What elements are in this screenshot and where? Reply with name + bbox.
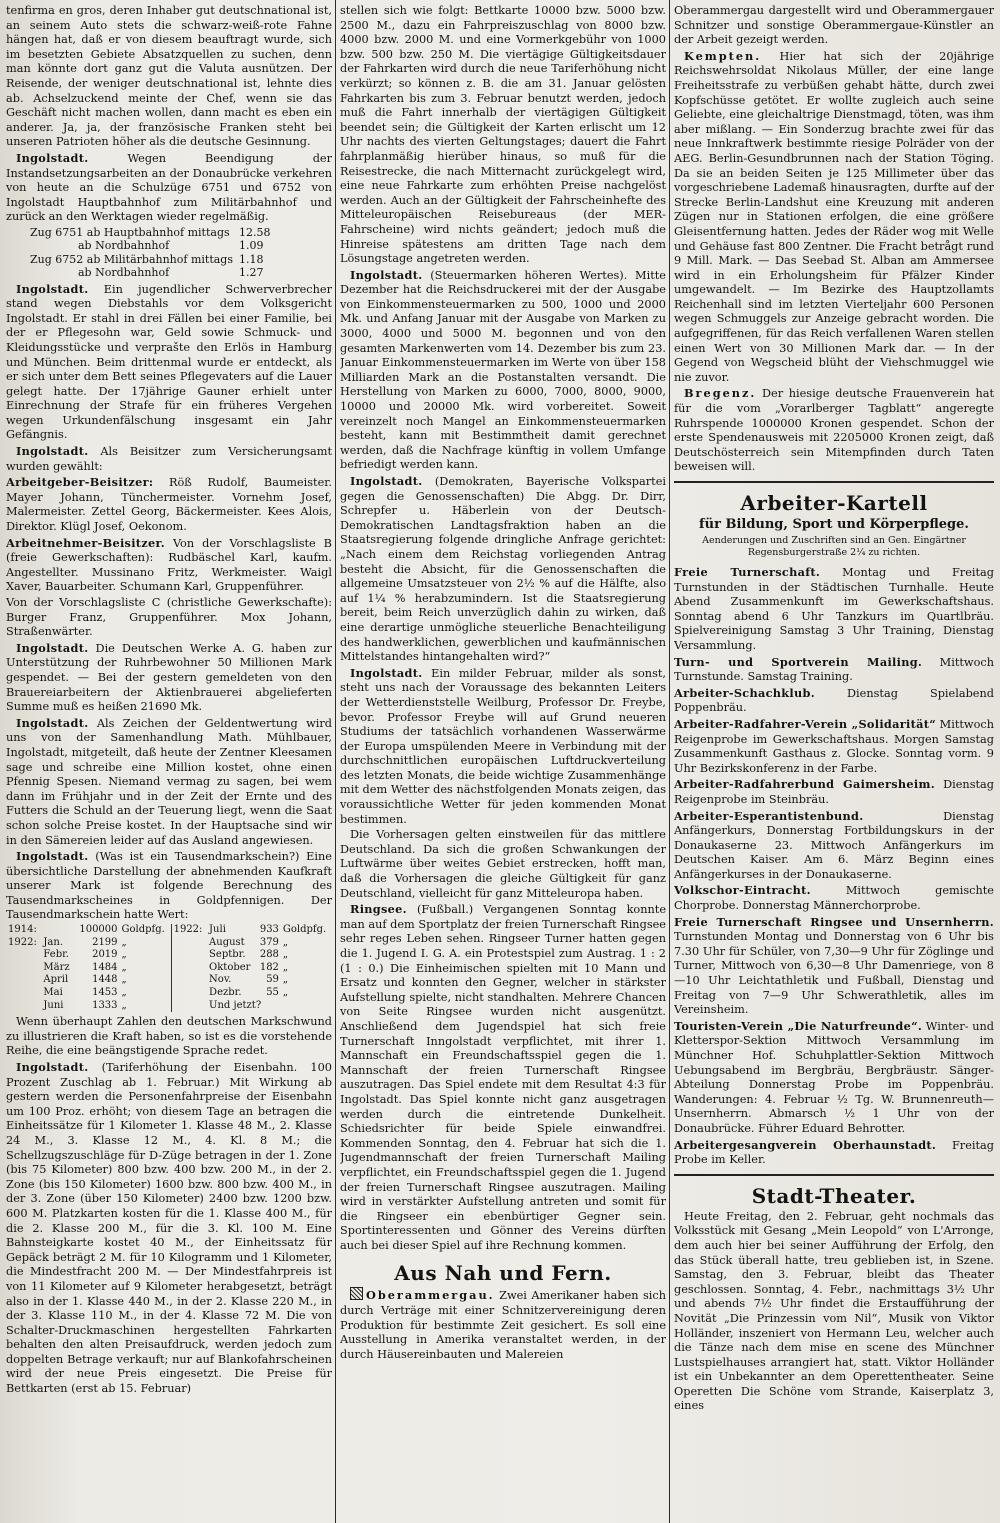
schedule-time: 1.18	[238, 252, 264, 266]
list-arbeitnehmer	[6, 536, 332, 595]
article-schwerverbrecher	[6, 282, 332, 444]
dateline: Ingolstadt.	[16, 715, 89, 730]
club-notice	[674, 1138, 994, 1168]
article-body: Hier hat sich der 20jährige Reichswehrsoldat Nikolaus Müller, der eine lange Freiheitsstrafe zu verbüßen gehabt hätte, durch zwei Kopfschüsse getötet. Er wollte zugleich auch seine Geliebte, eine gleichaltrige Dienstmagd, töten, was ihm aber mißlang. — Ein Sonderzug brachte zwei für das neue Innkraftwerk bestimmte riesige Polräder von der AEG. Berlin-Gesundbrunnen nach der Station Töging. Da sie an beiden Seiten je 125 Millimeter über das vorgeschriebene Lademaß hinausragten, durfte auf der Strecke Berlin-Landshut eine Kreuzung mit anderen Zügen nur in Stationen erfolgen, die eine größere Gleisentfernung hatten. Jedes der Räder wog mit Welle und Gehäuse fast 800 Zentner. Die Fracht betrågt rund 9 Mill. Mark. — Das Seebad St. Alban am Ammersee wird in ein Erholungsheim für Pfälzer Kinder umgewandelt. — Im Bezirke des Hauptzollamts Reichenhall sind im letzten Vierteljahr 600 Personen wegen Schmuggels zur Anzeige gebracht worden. Die aufgegriffenen, für das Reich verfallenen Waren stellen einen Wert von 30 Millionen Mark dar. — In der Gegend von Wegscheid blüht der Viehschmuggel wie nie zuvor.	[674, 49, 994, 384]
dateline: Bregenz.	[684, 386, 757, 401]
club-name: Volkschor-Eintracht.	[674, 883, 811, 898]
club-text: Mittwoch Turnstunde. Samstag Training.	[674, 655, 994, 684]
table-cell: 100000	[79, 924, 118, 936]
table-cell: „	[282, 961, 289, 973]
table-cell: Nov.	[209, 974, 232, 986]
club-text: Winter- und Kletterspor-Sektion Mittwoch Versammlung im Münchner Hof. Schuhplattler-Sektion Mittwoch Uebungsabend im Bergbräu, Bergbräustr. Sänger-Abteilung Donnerstag Probe im Poppenbräu. Wanderungen: 4. Februar ½ Tg. W. Brunnenreuth—Unsernherrn. Abmarsch ½ 1 Uhr von der Donaubrücke. Führer Eduard Behrotter.	[674, 1019, 994, 1135]
schedule-row	[30, 226, 276, 239]
article-body: Ein milder Februar, milder als sonst, steht uns nach der Voraussage des bekannten Leiters der Wetterdienststelle Weilburg, Professor Dr. Freybe, bevor. Professor Freybe will auf Grund neueren Studiums der tatsächlich vorhandenen Wasserwärme der Europa umspülenden Meere in Verbindung mit der durchschnittlichen europäischen Luftdruckverteilung des letzten Monats, die beide wichtige Zusammenhänge mit dem Wetter des nächstfolgenden Monats zeigen, das voraussichtliche Wetter für jeden kommenden Monat bestimmen.	[340, 666, 666, 826]
article-bregenz	[674, 386, 994, 475]
schedule-label: ab Nordbahnhof	[78, 266, 170, 280]
article-theater: Heute Freitag, den 2. Februar, geht nochmals das Volksstück mit Gesang „Mein Leopold“ von L'Arronge, dem auch hier bei seiner Aufführung der Erfolg, den das Stück überall hatte, treu geblieben ist, in Szene. Samstag, den 3. Februar, bleibt das Theater geschlossen. Sonntag, 4. Febr., nachmittags 3½ Uhr und abends 7½ Uhr findet die Erstaufführung der Novität „Die Prinzessin vom Nil“, Musik von Viktor Holländer, inszeniert von Hermann Leu, welcher auch die Tänze nach dem mise en scene des Münchner Lustspielhauses arrangiert hat, statt. Viktor Holländer ist ein Unbekannter an dem Operettentheater. Seine Operetten Die Schöne vom Strande, Kaiserplatz 3, eines	[674, 1209, 994, 1413]
article-body: (Was ist ein Tausendmarkschein?) Eine übersichtliche Darstellung der abnehmenden Kaufkraft unserer Mark ist folgende Berechnung des Tausendmarkscheines in Goldpfennigen. Der Tausendmarkschein hatte Wert:	[6, 850, 332, 922]
article-text: Die Vorhersagen gelten einstweilen für das mittlere Deutschland. Da sich die großen Schwankungen der Luftwärme über weites Gebiet erstrecken, hofft man, daß die Vorhersagen die gleiche Gültigkeit für ganz Deutschland, vielleicht für ganz Mitteleuropa haben.	[340, 828, 666, 900]
club-notice	[674, 809, 994, 883]
table-cell: „	[120, 937, 172, 950]
dateline: Ringsee.	[350, 902, 407, 917]
club-notice	[674, 915, 994, 1018]
column-1	[6, 4, 332, 1523]
article-geldentwertung	[6, 716, 332, 848]
table-cell: „	[120, 949, 172, 962]
article-body: Wegen Beendigung der Instandsetzungsarbeiten an der Donaubrücke verkehren von heute an die Schulzüge 6751 und 6752 von Ingolstadt Hauptbahnhof zum Militärbahnhof und zurück an den Werktagen wieder regelmäßig.	[6, 151, 332, 224]
club-name: Arbeiter-Radfahrer-Verein „Solidarität“	[674, 716, 937, 731]
schedule-row	[30, 253, 276, 266]
article-versicherungsamt	[6, 444, 332, 474]
section-divider	[674, 481, 994, 483]
kartell-headline: Arbeiter-Kartell	[740, 491, 928, 515]
table-cell: 1914:	[8, 924, 37, 936]
table-cell	[171, 937, 207, 950]
table-cell: „	[282, 974, 289, 986]
club-name: Freie Turnerschaft Ringsee und Unsernherrn.	[674, 914, 994, 929]
table-cell: April	[43, 974, 69, 986]
table-cell: 1448	[92, 974, 118, 986]
table-cell	[6, 987, 41, 1000]
table-cell: 59	[266, 974, 279, 986]
club-notice	[674, 883, 994, 913]
table-row	[6, 962, 332, 975]
club-notice	[674, 1019, 994, 1137]
table-row	[6, 924, 332, 937]
dateline: Ingolstadt.	[16, 640, 89, 655]
list-christlich: Von der Vorschlagsliste C (christliche Gewerkschafte): Burger Franz, Gruppenführer. Mox Johann, Straßenwärter.	[6, 596, 332, 639]
train-schedule	[30, 226, 276, 280]
club-name: Freie Turnerschaft.	[674, 565, 821, 579]
article-kempten	[674, 49, 994, 386]
table-cell: 933	[259, 924, 279, 936]
table-cell: Goldpfg.	[120, 924, 172, 937]
dateline: Ingolstadt.	[16, 849, 89, 864]
club-notice	[674, 686, 994, 716]
club-text: Dienstag Reigenprobe im Steinbräu.	[674, 778, 994, 806]
table-cell: „	[120, 974, 172, 987]
club-text: Montag und Freitag Turnstunden in der Städtischen Turnhalle. Heute Abend Zusammenkunft im Gewerkschaftshaus. Sonntag abend 6 Uhr Tanzkurs im Quartlbräu. Spielvereinigung Samstag 3 Uhr Training, Dienstag Versammlung.	[674, 566, 994, 652]
club-notice	[674, 565, 994, 654]
article-februar	[340, 666, 666, 828]
list-heading: Arbeitnehmer-Beisitzer.	[6, 535, 165, 550]
article-body: Als Zeichen der Geldentwertung wird uns von der Samenhandlung Math. Mühlbauer, Ingolstadt, mitgeteilt, daß heute der Zentner Kleesamen sage und schreibe eine Million kostet, ohne einen Pfennig Spesen. Niemand vermag zu sagen, bei wem dann im Frühjahr und in der Zeit der Ernte und des Futters die Schuld an der Teuerung liegt, wenn die Saat schon solche Preise kostet. In der Hauptsache sind wir in den Sämereien leider auf das Ausland angewiesen.	[6, 716, 332, 847]
article-body: (Demokraten, Bayerische Volkspartei gegen die Genossenschaften) Die Abgg. Dr. Dirr, Schrepfer u. Häberlein von der Deutsch-Demokratischen Landtagsfraktion haben an die Staatsregierung folgende dringliche Anfrage gerichtet: „Nach einem dem Reichstag vorliegenden Antrag besteht die Absicht, für die Genossenschaften die allgemeine Umsatzsteuer von 2½ % auf die Hälfte, also auf 1¼ % herabzumindern. Ist die Staatsregierung bereit, beim Reich unverzüglich dahin zu wirken, daß eine derartige unmögliche steuerliche Benachteiligung des handwerklichen, gewerblichen und kaufmännischen Mittelstandes hintangehalten wird?“	[340, 475, 666, 664]
article-body: Als Beisitzer zum Versicherungsamt wurden gewählt:	[6, 445, 332, 473]
club-notice	[674, 655, 994, 685]
article-deutsche-werke	[6, 641, 332, 715]
table-cell: „	[282, 987, 289, 999]
table-cell	[171, 974, 207, 987]
table-cell: „	[282, 949, 289, 961]
table-cell: Und jetzt?	[209, 999, 262, 1011]
table-cell: 2199	[92, 936, 118, 948]
list-heading: Arbeitgeber-Beisitzer:	[6, 475, 154, 490]
club-text: Turnstunden Montag und Donnerstag von 6 Uhr bis 7.30 Uhr für Schüler, von 7,30—9 Uhr für Zöglinge und Turner, Mittwoch von 6,30—8 Uhr Damenriege, von 8—10 Uhr Leichtathletik und Fußball, Dienstag und Freitag von 7—9 Uhr Schwerathletik, alles im Vereinsheim.	[674, 930, 994, 1017]
column-3	[674, 4, 994, 1523]
table-row	[6, 987, 332, 1000]
article-ringsee	[340, 902, 666, 1253]
club-name: Arbeiter-Schachklub.	[674, 685, 815, 700]
column-rule-1	[335, 0, 336, 1523]
table-cell: „	[282, 936, 289, 948]
article-ingolstadt-schulzuege	[6, 151, 332, 225]
table-cell	[41, 924, 74, 937]
table-cell: 2019	[92, 949, 118, 961]
club-name: Arbeiter-Radfahrerbund Gaimersheim.	[674, 777, 935, 792]
table-cell	[171, 949, 207, 962]
theater-headline: Stadt-Theater.	[751, 1183, 917, 1208]
table-row	[6, 949, 332, 962]
article-body: Die Deutschen Werke A. G. haben zur Unterstützung der Ruhrbewohner 50 Millionen Mark gespendet. — Bei der gestern gemeldeten von den Brauereiarbeitern der Aktienbrauerei abgelieferten Summe muß es heißen 21690 Mk.	[6, 641, 332, 714]
article-text: tenfirma en gros, deren Inhaber gut deutschnational ist, an seinem Auto stets die schwarz-weiß-rote Fahne hängen hat, daß er von diesem beauftragt wurde, sich im besetzten Gebiete Absatzquellen zu suchen, denn man könnte dort ganz gut die Valuta ausnützen. Der Reisende, der weniger deutschnational ist, lehnte dies ab. Achselzuckend meinte der Chef, wenn sie das Geschäft nicht machen wollen, dann macht es eben ein anderer. Ja, ja, der französische Franken steht bei unseren Patrioten höher als die deutsche Gesinnung.	[6, 4, 332, 149]
table-cell: 288	[259, 949, 279, 961]
table-cell: Oktober	[209, 961, 251, 973]
table-cell	[171, 1000, 207, 1013]
mark-value-table	[6, 924, 332, 1012]
club-text: Dienstag Spielabend Poppenbräu.	[674, 686, 994, 715]
dateline: Ingolstadt.	[350, 665, 423, 680]
schedule-label: Zug 6751 ab Hauptbahnhof mittags	[30, 225, 230, 239]
dateline: Ingolstadt.	[350, 267, 423, 282]
schedule-label: ab Nordbahnhof	[78, 239, 170, 253]
table-cell	[6, 1000, 41, 1013]
article-body: (Tariferhöhung der Eisenbahn. 100 Prozent Zuschlag ab 1. Februar.) Mit Wirkung ab gestern werden die Personenfahrpreise der Eisenbahn um 100 Proz. erhöht; von diesem Tage an betragen die Einheitssätze für 1 Kilometer 1. Klasse 48 M., 2. Klasse 24 M., 3. Klasse 12 M., 4. Kl. 8 M.; die Schellzugszuschläge für D-Züge betragen in der 1. Zone (bis 75 Kilometer) 800 bzw. 400 bzw. 200 M., in der 2. Zone (bis 150 Kilometer) 1600 bzw. 800 bzw. 400 M., in der 3. Zone (über 150 Kilometer) 2400 bzw. 1200 bzw. 600 M. Platzkarten kosten für die 1. Klasse 400 M., für die 2. Klasse 200 M., für die 3. Kl. 100 M. Eine Bahnsteigkarte kostet 40 M., der Einheitssatz für Gepäck beträgt 2 M. für 10 Kilogramm und 1 Kilometer, die Mindestfracht 200 M. — Der Mindestfahrpreis ist von 11 Kilometer auf 9 Kilometer herabgesetzt, beträgt also in der 1. Klasse 440 M., in der 2. Klasse 220 M., in der 3. Klasse 110 M., in der 4. Klasse 72 M. Die von Schalter-Druckmaschinen hergestellten Fahrkarten behalten den alten Preisaufdruck, werden jedoch zum doppelten Betrage verkauft; nur auf Blankofahrscheinen wird der neue Preis eingesetzt. Die Preise für Bettkarten (erst ab 15. Februar)	[6, 1061, 332, 1396]
club-text: Mittwoch Reigenprobe im Gewerkschaftshaus. Morgen Samstag Zusammenkunft Gasthaus z. Glocke. Sonntag vorm. 9 Uhr Bezirkskonferenz in der Farbe.	[674, 717, 994, 775]
table-cell: Juli	[209, 924, 226, 936]
schedule-time: 12.58	[238, 225, 271, 239]
table-cell	[6, 962, 41, 975]
article-text: Oberammergau dargestellt wird und Oberammergauer Schnitzer und sonstige Oberammergaue-Künstler an der Arbeit gezeigt werden.	[674, 4, 994, 47]
section-headline: Aus Nah und Fern.	[394, 1261, 612, 1286]
list-body: Röß Rudolf, Baumeister. Mayer Johann, Tünchermeister. Vornehm Josef, Malermeister. Zettel Georg, Bäckermeister. Kees Alois, Direktor. Klügl Josef, Oekonom.	[6, 476, 332, 534]
dateline: Ingolstadt.	[16, 444, 89, 459]
article-text: stellen sich wie folgt: Bettkarte 10000 bzw. 5000 bzw. 2500 M., dazu ein Fahrpreiszuschlag von 8000 bzw. 4000 bzw. 2000 M. und eine Vormerkgebühr von 1000 bzw. 500 bzw. 250 M. Die viertägige Gültigkeitsdauer der Fahrkarten wird durch die neue Tariferhöhung nicht verkürzt; so können z. B. die am 31. Januar gelösten Fahrkarten bis zum 3. Februar benutzt werden, jedoch muß die Fahrt innerhalb der viertägigen Gültigkeit beendet sein; die Gültigkeit der Karten erlischt um 12 Uhr nachts des vierten Geltungstages; dauert die Fahrt fahrplanmäßig hierüber hinaus, so muß für die Reisestrecke, die nach Mitternacht zurückgelegt wird, eine neue Fahrkarte zum erhöhten Preise nachgelöst werden. Auch an der Gültigkeit der Fahrscheinhefte des Mitteleuropäischen Reisebureaus (der MER-Fahrscheine) wird nichts geändert; jedoch muß die Hinreise spätestens am dritten Tage nach dem Lösungstage angetreten werden.	[340, 4, 666, 266]
table-cell: Septbr.	[209, 949, 246, 961]
table-cell	[6, 949, 41, 962]
table-cell: Juni	[43, 999, 64, 1011]
list-arbeitgeber	[6, 475, 332, 534]
dateline: Ingolstadt.	[350, 474, 423, 488]
club-text: Mittwoch gemischte Chorprobe. Donnerstag Männerchorprobe.	[674, 884, 994, 913]
table-cell	[171, 987, 207, 1000]
schedule-row	[30, 266, 276, 279]
kartell-subheadline: für Bildung, Sport und Körperpflege.	[699, 517, 969, 532]
article-body: Ein jugendlicher Schwerverbrecher stand wegen Diebstahls vor dem Volksgericht Ingolstadt. Er stahl in drei Fällen bei einer Familie, bei der er Pflegesohn war, Geld sowie Schmuck- und Kleidungsstücke und verprašte den Erlös in Hamburg und München. Beim drittenmal wurde er entdeckt, als er sich unter dem Bett seines Pflegevaters auf die Lauer gelegt hatte. Der 17jährige Gauner erhielt unter Einrechnung der Strafe für ein früheres Vergehen wegen Urkundenfälschung insgesamt ein Jahr Gefängnis.	[6, 282, 332, 442]
table-cell	[171, 962, 207, 975]
club-notice	[674, 777, 994, 807]
schedule-time: 1.09	[238, 239, 264, 253]
table-cell: August	[209, 936, 245, 948]
table-cell: Goldpfg.	[282, 924, 327, 936]
club-name: Arbeiter-Esperantistenbund.	[674, 808, 864, 823]
dateline: Kempten.	[684, 48, 762, 63]
article-text: Wenn überhaupt Zahlen den deutschen Markschwund zu illustrieren die Kraft haben, so ist es die vorstehende Reihe, die eine beängstigende Sprache redet.	[6, 1015, 332, 1058]
dateline: Ingolstadt.	[16, 1060, 89, 1074]
schedule-label: Zug 6752 ab Militärbahnhof mittags	[30, 252, 233, 266]
table-row	[6, 937, 332, 950]
table-cell: Febr.	[43, 949, 69, 961]
article-oberammergau	[340, 1287, 666, 1362]
section-divider	[674, 1174, 994, 1176]
article-body: Der hiesige deutsche Frauenverein hat für die vom „Vorarlberger Tagblatt“ angeregte Ruhrspende 1000000 Kronen gespendet. Schon der erste Spendenausweis mit 2205000 Kronen zeigt, daß Deutschösterreich sein Mitempfinden durch Taten beweisen will.	[674, 387, 994, 474]
table-cell: Mai	[43, 987, 63, 999]
list-body: Von der Vorschlagsliste B (freie Gewerkschaften): Rudbäschel Karl, kaufm. Angestellter. Mussinano Fritz, Werkmeister. Waigl Xaver, Bauarbeiter. Schumann Karl, Gruppenführer.	[6, 536, 332, 594]
table-row	[6, 1000, 332, 1013]
table-cell: „	[120, 962, 172, 975]
table-cell: Jan.	[43, 936, 63, 948]
club-name: Arbeitergesangverein Oberhaunstadt.	[674, 1137, 937, 1152]
club-notice	[674, 717, 994, 776]
table-cell: 55	[266, 987, 279, 999]
table-cell: 1484	[92, 961, 118, 973]
section-marker-icon	[350, 1287, 363, 1300]
table-cell	[6, 974, 41, 987]
column-2	[340, 4, 666, 1523]
table-cell: „	[120, 1000, 172, 1013]
table-cell: „	[120, 987, 172, 1000]
article-demokraten	[340, 474, 666, 665]
club-text: Freitag Probe im Keller.	[674, 1138, 994, 1167]
dateline: Ingolstadt.	[16, 150, 89, 165]
article-tariferhoehung	[6, 1060, 332, 1397]
article-body: (Steuermarken höheren Wertes). Mitte Dezember hat die Reichsdruckerei mit der der Ausgabe von Einkommensteuermarken zu 500, 1000 und 2000 Mk. und Anfang Januar mit der Ausgabe von Marken zu 3000, 4000 und 5000 M. begonnen und von den gesamten Markenwerten vom 14. Dezember bis zum 23. Januar Einkommensteuermarken im Werte von über 158 Milliarden Mark an die Postanstalten versandt. Die Herstellung von Marken zu 6000, 7000, 8000, 9000, 10000 und 20000 Mk. wird vorbereitet. Soweit vereinzelt noch Mangel an Einkommensteuermarken besteht, kann mit Bestimmtheit damit gerechnet werden, daß die Nachfrage künftig in vollem Umfange befriedigt werden kann.	[340, 268, 666, 472]
table-cell: Dezbr.	[209, 987, 242, 999]
article-body: (Fußball.) Vergangenen Sonntag konnte man auf dem Sportplatz der freien Turnerschaft Ringsee sehr reges Leben sehen. Ringseer Turner hatten gegen die 1. Jugend I. G. A. ein Protestspiel zum Austrag. 1 : 2 (1 : 0.) Die Einheimischen spielten mit 10 Mann und Ersatz und konnten den Gegner, welcher in stärkster Aufstellung spielte, nicht standhalten. Mehrere Chancen von Seite Ringsee wurden nicht ausgenützt. Anschließend dem Jugendspiel hat sich freie Turnerschaft Inngolstadt verpflichtet, mit ihrer 1. Mannschaft ein Freundschaftsspiel gegen die 1. Mannschaft der freien Turnerschaft Ringsee auszutragen. Das Spiel endete mit dem Resultat 4:3 für Ingolstadt. Das Spiel konnte nicht ganz ausgetragen werden durch die eintretende Dunkelheit. Schiedsrichter für beide Spiele einwandfrei. Kommenden Sonntag, den 4. Februar hat sich die 1. Jugendmannschaft der freien Turnerschaft Mailing verpflichtet, ein Freundschaftsspiel gegen die 1. Jugend der freien Turnerschaft Ringsee auszutragen. Mailing wird in verstärkter Aufstellung antreten und somit für die Ringseer ein ebenbürtiger Gegner sein. Sportinteressenten und Gönner des Vereins dürften auch bei dieser Spiel auf ihre Rechnung kommen.	[340, 903, 666, 1252]
article-steuermarken	[340, 268, 666, 473]
table-cell: 182	[259, 961, 279, 973]
table-row	[6, 974, 332, 987]
table-cell: 379	[259, 936, 279, 948]
table-cell: März	[43, 961, 70, 973]
schedule-time: 1.27	[238, 266, 264, 280]
dateline: Oberammergau.	[366, 1288, 495, 1303]
column-rule-2	[669, 0, 670, 1523]
club-name: Touristen-Verein „Die Naturfreunde“.	[674, 1018, 923, 1033]
table-cell: 1922:	[8, 936, 37, 948]
table-cell: 1453	[92, 987, 118, 999]
table-cell: 1922:	[173, 924, 203, 936]
club-name: Turn- und Sportverein Mailing.	[674, 654, 923, 669]
article-body: Zwei Amerikaner haben sich durch Verträge mit einer Schnitzervereinigung deren Produktion für bestimmte Zeit gesichert. Es soll eine Ausstellung in Amerika veranstaltet werden, in der durch Häusereinbauten und Malereien	[340, 1289, 666, 1361]
article-tausendmarkschein	[6, 849, 332, 923]
dateline: Ingolstadt.	[16, 281, 89, 296]
schedule-row	[30, 239, 276, 252]
table-cell: 1333	[92, 999, 118, 1011]
kartell-note: Aenderungen und Zuschriften sind an Gen. Eingärtner Regensburgerstraße 2¼ zu richten.	[702, 535, 966, 558]
club-text: Dienstag Anfängerkurs, Donnerstag Fortbildungskurs in der Donaukaserne 23. Mittwoch Anfängerkurs im Deutschen Kaiser. Am 6. März Beginn eines Anfängerkurses in der Donaukaserne.	[674, 809, 994, 881]
